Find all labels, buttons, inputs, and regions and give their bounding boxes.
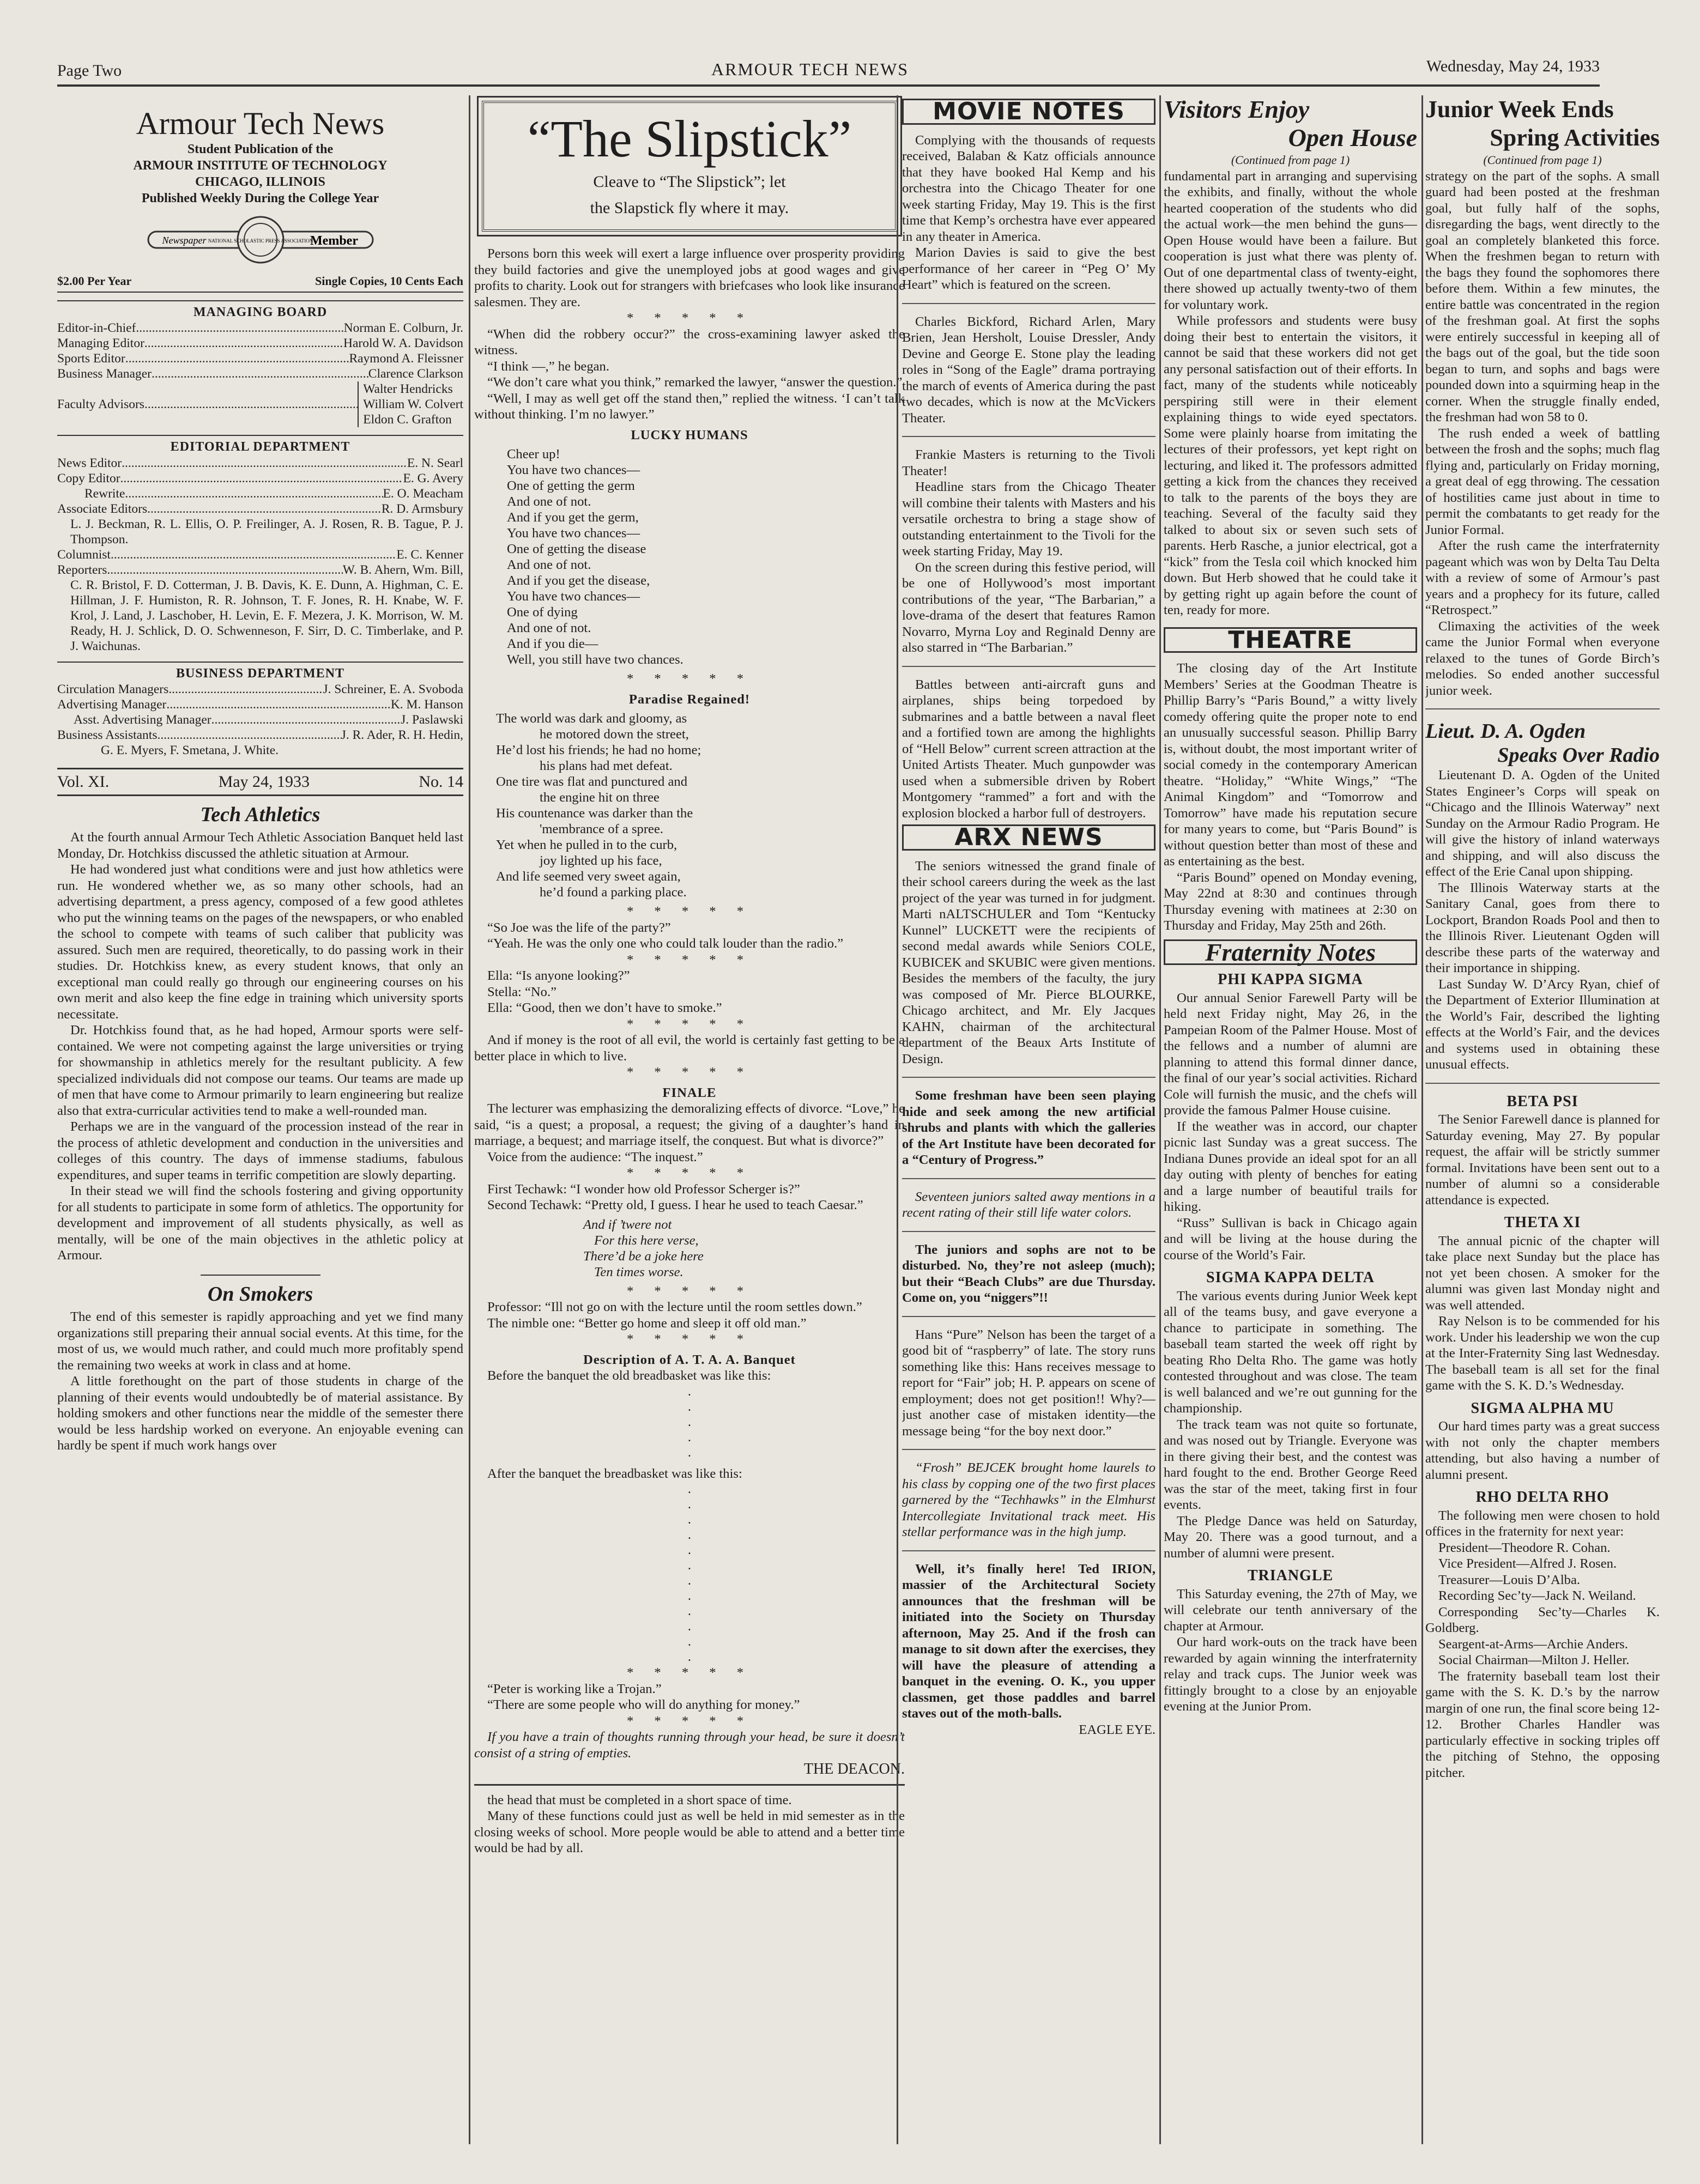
column-rule xyxy=(1159,95,1161,2144)
staff-row: Business Assistants ..... J. R. Ader, R. H. Hedin, xyxy=(57,727,463,743)
staff-row: Advertising Manager ..... K. M. Hanson xyxy=(57,697,463,712)
newspaper-page xyxy=(57,52,1660,2150)
badge-right-text: Member xyxy=(310,234,358,248)
divider xyxy=(201,1275,320,1276)
staff-row: Columnist ..... E. C. Kenner xyxy=(57,547,463,562)
arx-news-heading: ARX NEWS xyxy=(902,824,1155,851)
column-1 xyxy=(57,95,463,2144)
joke-verse: And if ’twere not For this here verse, There’d be a joke here Ten times worse. xyxy=(583,1217,704,1279)
movie-notes-heading: MOVIE NOTES xyxy=(902,99,1155,125)
staff-row: Managing Editor ..... Harold W. A. Davidson xyxy=(57,336,463,351)
volume-line xyxy=(57,768,463,796)
lucky-humans-poem: Cheer up! You have two chances— One of getting the germ And one of not. And if you get the germ, You have two chances— One of getting the disease And one of not. And if you get the disease, You have two chances— One of dying And one of not. And if you die— Well, you still have two chances. xyxy=(507,447,683,667)
page-number: Page Two xyxy=(57,62,122,80)
on-smokers-continued: the head that must be completed in a short space of time. xyxy=(487,1792,792,1807)
associate-editors: L. J. Beckman, R. L. Ellis, O. P. Freilinger, A. J. Rosen, R. B. Tague, P. J. Thompson. xyxy=(70,517,463,547)
column-4: Visitors Enjoy Open House (Continued from page 1) fundamental part in arranging and supervising the exhibits, and finally, without the whole hearted cooperation of the students who did the actual work—the men behind the guns—Open House would have been a failure. But cooperation is just what there was plenty of. Out of one departmental class of twenty-eight, there showed up actually twenty-two of them for voluntary work. While professors and students were busy doing their best to entertain the visitors, it cannot be said that these workers did not get any personal satisfaction out of their efforts. In fact, many of the students while noticeably perspiring still were in their element explaining things to wide eyed spectators. Some were plainly hoarse from imitating the lectures of their professors, yet kept right on lecturing, and liked it. The professors admitted getting a kick from the chances they received to talk to the parents of the boys they are teaching. Several of the faculty said they talked to about six or seven such sets of parents. Herb Rasche, a junior electrical, got a “kick” from the Tesla coil which knocked him down. But Herb showed that he could take it by getting right up again before the count of ten, ready for more. THEATRE The closing day of the Art Institute Members’ Series at the Goodman Theatre is Phillip Barry’s “Paris Bound,” a witty lively comedy offering quite the proper note to end an unusually successful season. Phillip Barry is, without doubt, the most important writer of social comedy in the contemporary American theatre. “Holiday,” “White Wings,” “The Animal Kingdom” and “Tomorrow and Tomorrow” have made his reputation secure for many years to come, but “Paris Bound” is without question better than most of these and as entertaining as the best. “Paris Bound” opened on Monday evening, May 22nd at 8:30 and continues through Thursday evening with matinees at 2:30 on Thursday and Friday, May 25th and 26th. Fraternity Notes PHI KAPPA SIGMA Our annual Senior Farewell Party will be held next Friday night, May 26, in the Pampeian Room of the Palmer House. Most of the fellows and a number of alumni are planning to attend this formal dinner dance, the final of our year’s social activities. Richard Cole will furnish the music, and the chefs will provide the famous Palmer House cuisine. If the weather was in accord, our chapter picnic last Sunday was a great success. The Indiana Dunes provide an ideal spot for an all day outing with plenty of benches for eating and a large number of beautiful trails for hiking. “Russ” Sullivan is back in Chicago again and will be living at the house during the course of the World’s Fair. SIGMA KAPPA DELTA The various events during Junior Week kept all of the teams busy, and gave everyone a chance to participate in something. The baseball team started the week off right by beating Rho Delta Rho. The game was hotly contested throughout and was close. The team is well balanced and we’re out gunning for the championship. The track team was not quite so fortunate, and was nosed out by Triangle. Everyone was in there giving their best, and the contest was hard fought to the end. Brother George Reed was the star of the meet, taking first in four events. The Pledge Dance was held on Saturday, May 20. There was a good turnout, and a number of alumni were present. TRIANGLE This Saturday evening, the 27th of May, we will celebrate our tenth anniversary of the chapter at Armour. Our hard work-outs on the track have been rewarded by again winning the interfraternity relay and track cups. The Junior week was fittingly brought to a close by an enjoyable evening at the Junior Prom. xyxy=(1164,95,1417,1714)
masthead-line2: ARMOUR INSTITUTE OF TECHNOLOGY xyxy=(133,159,388,173)
staff-row: Copy Editor ..... E. G. Avery xyxy=(57,471,463,486)
staff-row: Sports Editor ..... Raymond A. Fleissner xyxy=(57,351,463,366)
column-rule xyxy=(469,95,470,2144)
masthead-title: Armour Tech News xyxy=(136,106,385,141)
arx-signoff: EAGLE EYE. xyxy=(1079,1722,1155,1737)
volume-number: Vol. XI. xyxy=(57,773,110,791)
tech-athletics-title: Tech Athletics xyxy=(200,803,320,826)
slipstick-banner xyxy=(482,101,897,232)
slipstick-signoff: THE DEACON. xyxy=(803,1761,905,1777)
staff-row: News Editor ..... E. N. Searl xyxy=(57,456,463,471)
staff-row: Reporters ..... W. B. Ahern, Wm. Bill, xyxy=(57,562,463,578)
faculty-advisors: Faculty Advisors ..... Walter Hendricks William W. Colvert Eldon C. Grafton xyxy=(57,381,463,427)
badge-left-text: Newspaper xyxy=(162,235,206,246)
masthead-line1: Student Publication of the xyxy=(187,142,334,156)
masthead-line3: CHICAGO, ILLINOIS xyxy=(195,175,325,189)
subscription-price xyxy=(57,273,463,293)
slipstick-motto-1: Cleave to “The Slipstick”; let xyxy=(593,173,786,191)
lucky-humans-title: LUCKY HUMANS xyxy=(631,427,748,442)
badge-center-text: NATIONAL SCHOLASTIC PRESS ASSOCIATION xyxy=(208,238,313,244)
column-2: “The Slipstick” Cleave to “The Slipstick”; let the Slapstick fly where it may. Persons born this week will exert a large influence over prosperity providing they build factories and give the unemployed jobs at good wages and give profits to charity. Look out for strangers with briefcases who look like insurance salesmen. They are. * * * * * “When did the robbery occur?” the cross-examining lawyer asked the witness. “I think —,” he began. “We don’t care what you think,” remarked the lawyer, “answer the question.” “Well, I may as well get off the stand then,” replied the witness. ‘I can’t talk without thinking. I’m no lawyer.” LUCKY HUMANS Cheer up! You have two chances— One of getting the germ And one of not. And if you get the germ, You have two chances— One of getting the disease And one of not. And if you get the disease, You have two chances— One of dying And one of not. And if you die— Well, you still have two chances. * * * * * Paradise Regained! The world was dark and gloomy, as he motored down the street, He’d lost his friends; he had no home; his plans had met defeat. One tire was flat and punctured and the engine hit on three His countenance was darker than the 'membrance of a spree. Yet when he pulled in to the curb, joy lighted up his face, And life seemed very sweet again, he’d found a parking place. * * * * * “So Joe was the life of the party?” “Yeah. He was the only one who could talk louder than the radio.” * * * * * Ella: “Is anyone looking?” Stella: “No.” Ella: “Good, then we don’t have to smoke.” * * * * * And if money is the root of all evil, the world is certainly fast getting to be a better place in which to live. * * * * * FINALE The lecturer was emphasizing the demoralizing effects of divorce. “Love,” he said, “is a quest; a proposal, a request; the giving of a daughter’s hand in marriage, a bequest; and marriage itself, the conquest. But what is divorce?” Voice from the audience: “The inquest.” * * * * * First Techawk: “I wonder how old Professor Scherger is?” Second Techawk: “Pretty old, I guess. I hear he used to teach Caesar.” And if ’twere not For this here verse, There’d be a joke here Ten times worse. * * * * * Professor: “Ill not go on with the lecture until the room settles down.” The nimble one: “Better go home and sleep it off old man.” * * * * * Description of A. T. A. A. Banquet Before the banquet the old breadbasket was like this: . . . . . After the banquet the breadbasket was like this: . . . . . . . . . . . . * * * * * “Peter is working like a Trojan.” “There are some people who will do anything for money.” * * * * * If you have a train of thoughts running through your head, be sure it doesn’t consist of a string of empties. THE DEACON. the head that must be completed in a short space of time. Many of these functions could just as well be held in mid semester as in the closing weeks of school. More people would be able to attend and a better time would be had by all. xyxy=(474,95,905,2144)
editorial-department xyxy=(57,456,463,654)
staff-row: Rewrite ..... E. O. Meacham xyxy=(57,486,463,501)
staff-row: Asst. Advertising Manager ..... J. Paslawski xyxy=(57,712,463,727)
horoscope-text: Persons born this week will exert a large influence over prosperity providing they build factories and give the unemployed jobs at good wages and give profits to charity. Look out for strangers with briefcases who look like insurance salesmen. They are. xyxy=(474,246,905,310)
visitors-headline-1: Visitors Enjoy xyxy=(1164,95,1310,123)
reporters-list: C. R. Bristol, F. D. Cotterman, J. B. Davis, K. E. Dunn, A. Highman, C. E. Hillman, J. F. Humiston, R. R. Johnson, T. F. Jones, R. H. Knabe, W. F. Krol, J. Land, J. Laschober, H. Levin, E. F. Mezera, J. K. Morrison, W. M. Ready, H. J. Schlick, D. O. Schwenneson, F. Sirr, D. C. Timberlake, and P. J. Waichunas. xyxy=(70,578,463,653)
issue-date: Wednesday, May 24, 1933 xyxy=(1426,57,1600,75)
managing-board-heading: MANAGING BOARD xyxy=(57,300,463,321)
staff-row: Business Manager ..... Clarence Clarkson xyxy=(57,366,463,381)
yearly-price: $2.00 Per Year xyxy=(57,274,132,288)
business-assistants: G. E. Myers, F. Smetana, J. White. xyxy=(101,743,279,757)
slipstick-motto-2: the Slapstick fly where it may. xyxy=(590,199,789,217)
column-rule xyxy=(1421,95,1423,2144)
single-copy-price: Single Copies, 10 Cents Each xyxy=(315,274,463,288)
business-department xyxy=(57,682,463,758)
fraternity-notes-heading: Fraternity Notes xyxy=(1164,939,1417,966)
visitors-headline-2: Open House xyxy=(1288,124,1417,151)
paradise-regained-poem: The world was dark and gloomy, as he motored down the street, He’d lost his friends; he had no home; his plans had met defeat. One tire was flat and punctured and the engine hit on three His countenance was darker than the 'membrance of a spree. Yet when he pulled in to the curb, joy lighted up his face, And life seemed very sweet again, he’d found a parking place. xyxy=(496,711,701,900)
editorial-dept-heading: EDITORIAL DEPARTMENT xyxy=(57,435,463,456)
column-5: Junior Week Ends Spring Activities (Continued from page 1) strategy on the part of the sophs. A small guard had been posted at the freshman goal, but fully half of the sophs, disregarding the bags, went directly to the goal an completely blanketed this force. When the freshmen began to return with the bags they found the sophomores there before them. Within a few minutes, the entire battle was concentrated in the region of the freshman goal. At first the sophs were entirely successful in keeping all of the bags out of the goal, but the tide soon began to turn, and sophs and bags were pounded down into a squirming heap in the corner. When the struggle finally ended, the freshman had won 58 to 0. The rush ended a week of battling between the frosh and the sophs; much flag flying and, particularly on Friday morning, a great deal of egg throwing. The cessation of hostilities came just about in time to permit the combatants to get ready for the Junior Formal. After the rush came the interfraternity pageant which was won by Delta Tau Delta with a review of some of Armour’s past years and a prophecy for its future, called “Retrospect.” Climaxing the activities of the week came the Junior Formal when everyone relaxed to the tunes of Gorde Birch’s melodies. So ended another successful junior week. Lieut. D. A. Ogden Speaks Over Radio Lieutenant D. A. Ogden of the United States Engineer’s Corps will speak on “Chicago and the Illinois Waterway” next Sunday on the Armour Radio Program. He will give the history of inland waterways and shipping, and will also discuss the effect of the Erie Canal upon shipping. The Illinois Waterway starts at the Sanitary Canal, goes from there to Lockport, Brandon Roads Pool and then to the Illinois River. Lieutenant Ogden will describe these parts of the waterway and their importance in shipping. Last Sunday W. D’Arcy Ryan, chief of the Department of Exterior Illumination at the World’s Fair, described the lighting effects at the World’s Fair, and the devices and systems used in obtaining these unusual effects. BETA PSI The Senior Farewell dance is planned for Saturday evening, May 27. By popular request, the affair will be strictly summer formal. Invitations have been sent out to a number of alumni so a considerable attendance is expected. THETA XI The annual picnic of the chapter will take place next Sunday but the place has not yet been chosen. A smoker for the alumni was given last Monday night and was well attended. Ray Nelson is to be commended for his work. Under his leadership we won the cup at the Inter-Fraternity Sing last Wednesday. The baseball team is all set for the final game with the S. K. D.’s Wednesday. SIGMA ALPHA MU Our hard times party was a great success with not only the chapter members attending, but also having a number of alumni present. RHO DELTA RHO The following men were chosen to hold offices in the fraternity for next year: President—Theodore R. Cohan. Vice President—Alfred J. Rosen. Treasurer—Louis D’Alba. Recording Sec’ty—Jack N. Weiland. Corresponding Sec’ty—Charles K. Goldberg. Seargent-at-Arms—Archie Anders. Social Chairman—Milton J. Heller. The fraternity baseball team lost their game with the S. K. D.’s by the narrow margin of one run, the final score being 12-12. Brother Charles Handler was particularly effective in socking triples off the pitching of Stehno, the opposing pitcher. xyxy=(1425,96,1660,1780)
on-smokers-body: The end of this semester is rapidly approaching and yet we find many organizations still preparing their annual social events. At this time, for the most of us, we would much rather, and could much more profitably spend the remaining two weeks at work in class and at home. A little forethought on the part of those students in charge of the planning of their events would undoubtedly be of material assistance. By holding smokers and other functions near the middle of the semester there would be less hardship worked on everyone. An enjoyable evening can hardly be spent if much work hangs over xyxy=(57,1309,463,1453)
banquet-title: Description of A. T. A. A. Banquet xyxy=(583,1352,796,1367)
staff-row: Circulation Managers ..... J. Schreiner, E. A. Svoboda xyxy=(57,682,463,697)
press-association-seal-icon xyxy=(146,215,375,264)
managing-board xyxy=(57,320,463,427)
volume-date: May 24, 1933 xyxy=(218,773,310,791)
finale-title: FINALE xyxy=(662,1085,717,1100)
on-smokers-title: On Smokers xyxy=(207,1282,313,1306)
masthead-line4: Published Weekly During the College Year xyxy=(141,191,379,205)
junior-week-headline-2: Spring Activities xyxy=(1490,124,1660,151)
header-rule xyxy=(57,84,1600,87)
column-rule xyxy=(897,95,898,2144)
column-3: MOVIE NOTES Complying with the thousands of requests received, Balaban & Katz officials announce that they have booked Hal Kemp and his orchestra into the Chicago Theater for one week starting Friday, May 19. This is the first time that Kemp’s orchestra have ever appeared in any theater in America. Marion Davies is said to give the best performance of her career in “Peg O’ My Heart” which is featured on the screen. Charles Bickford, Richard Arlen, Mary Brien, Jean Hersholt, Louise Dressler, Andy Devine and George E. Stone play the leading roles in “Song of the Eagle” drama portraying the march of events of America during the past two decades, which is now at the McVickers Theater. Frankie Masters is returning to the Tivoli Theater! Headline stars from the Chicago Theater will combine their talents with Masters and his versatile orchestra to bring a stage show of outstanding entertainment to the Tivoli for the week starting Friday, May 19. On the screen during this festive period, will be one of Hollywood’s most important contributions of the year, “The Barbarian,” a love-drama of the desert that features Ramon Novarro, Myrna Loy and Reginald Denny are also starred in “The Barbarian.” Battles between anti-aircraft guns and airplanes, ships being torpedoed by submarines and a battle between a naval fleet and a fortified town are among the highlights of “Hell Below” current screen attraction at the United Artists Theater. Much gunpowder was used when a submersible driven by Robert Montgomery “rammed” a fort and with the explosion blocked a harbor full of destroyers. ARX NEWS The seniors witnessed the grand finale of their school careers during the week as the last project of the year was turned in for judgment. Marti nALTSCHULER and Tom “Kentucky Kunnel” LUCKETT were the recipients of second medal awards while Seniors COLE, KUBICEK and SKUBIC were given mentions. Besides the members of the faculty, the jury was composed of Mr. Pierce BLOURKE, Chicago architect, and Mr. Ely Jacques KAHN, chairman of the architectural department of the Beaux Arts Institute of Design. Some freshman have been seen playing hide and seek among the new artificial shrubs and plants with which the galleries of the Art Institute have been decorated for a “Century of Progress.” Seventeen juniors salted away mentions in a recent rating of their still life water colors. The juniors and sophs are not to be disturbed. No, they’re not asleep (much); but their “Beach Clubs” are due Thursday. Come on, you “niggers”!! Hans “Pure” Nelson has been the target of a good bit of “raspberry” of late. The story runs something like this: Hans receives message to report for “Fair” job; H. P. appears on scene of employment; does not get position!! Why?—just another case of mistaken identity—the message being “for the boy next door.” “Frosh” BEJCEK brought home laurels to his class by copping one of the two first places garnered by the “Techhawks” in the Elmhurst Intercollegiate Invitational track meet. His stellar performance was in the high jump. Well, it’s finally here! Ted IRION, massier of the Architectural Society announces that the freshman will be initiated into the Society on Thursday afternoon, May 25. And if the frosh can manage to sit down after the exercises, they will have the pleasure of attending a banquet in the evening. O. K., you upper classmen, get those paddles and barrel staves out of the moth-balls. EAGLE EYE. xyxy=(902,98,1155,1737)
ogden-headline-1: Lieut. D. A. Ogden xyxy=(1425,720,1586,743)
ogden-headline-2: Speaks Over Radio xyxy=(1497,744,1660,767)
slipstick-title: “The Slipstick” xyxy=(527,110,852,168)
staff-row: Editor-in-Chief ..... Norman E. Colburn, Jr. xyxy=(57,320,463,336)
paper-name: ARMOUR TECH NEWS xyxy=(711,59,909,79)
tech-athletics-body: At the fourth annual Armour Tech Athletic Association Banquet held last Monday, Dr. Hotchkiss discussed the athletic situation at Armour. He had wondered just what conditions were and just how athletics were run. He wondered whether we, as so many other schools, had an advertising department, a press agency, composed of a few good athletes who put the winning teams on the pages of the newspapers, or who enabled the school to compete with teams of such caliber that publicity was assured. Such men are required, theoretically, to do passing work in their studies. Dr. Hotchkiss knew, as every student knows, that only an exceptional man could really go through our engineering courses on his own merit and also keep the fine edge in training which university sports necessitate. Dr. Hotchkiss found that, as he had hoped, Armour sports were self-contained. We were not competing against the large universities or trying for showmanship in athletics merely for the resultant publicity. A few specialized individuals did not compose our teams. Our teams are made up of men that have come to Armour primarily to learn engineering but realize also that extra-curricular activities tend to make a well-rounded man. Perhaps we are in the vanguard of the procession instead of the rear in the process of athletic development and conduction in the universities and colleges of this country. The days of immense stadiums, fabulous expenditures, and super teams in terrific competition are slowly departing. In their stead we will find the schools fostering and giving opportunity for all students to participate in some form of athletics. The opportunity for development and improvement of all students physically, as well as mentally, will be one of the main objectives in the athletic policy at Armour. xyxy=(57,830,463,1263)
theatre-heading: THEATRE xyxy=(1164,627,1417,653)
business-dept-heading: BUSINESS DEPARTMENT xyxy=(57,662,463,682)
paradise-regained-title: Paradise Regained! xyxy=(628,691,751,707)
junior-week-headline-1: Junior Week Ends xyxy=(1425,96,1614,123)
issue-number: No. 14 xyxy=(419,773,463,791)
staff-row: Associate Editors ..... R. D. Armsbury xyxy=(57,501,463,517)
